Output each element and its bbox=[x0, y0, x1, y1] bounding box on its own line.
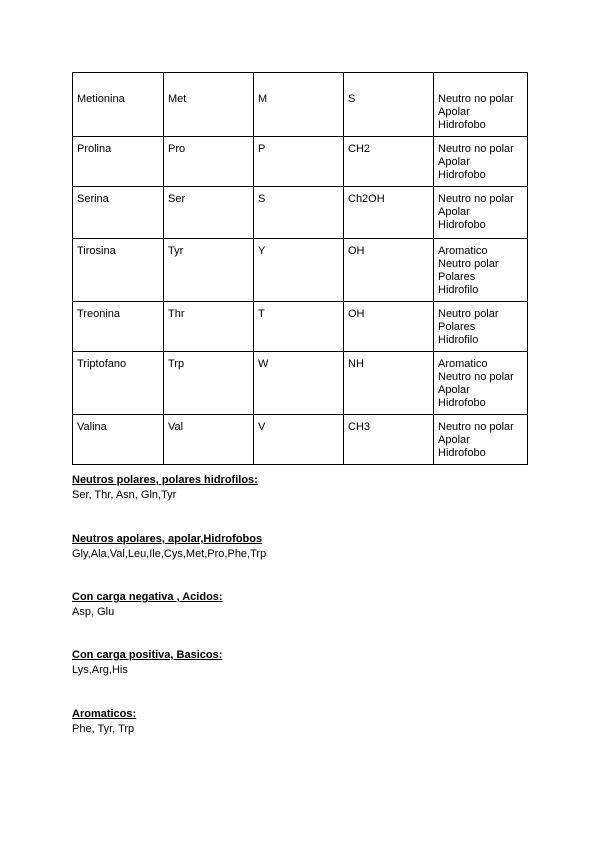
group-neutral-polar bbox=[72, 474, 258, 502]
amino-name-cell: Metionina bbox=[73, 73, 164, 137]
table-row bbox=[73, 302, 528, 352]
group-positive-basic bbox=[72, 649, 222, 677]
property-line: Hidrofilo bbox=[438, 284, 479, 296]
one-letter-code-cell: Y bbox=[254, 239, 344, 302]
property-line: Hidrofobo bbox=[438, 119, 486, 131]
property-line: Neutro polar bbox=[438, 308, 499, 320]
property-line: Hidrofobo bbox=[438, 219, 486, 231]
properties-cell bbox=[434, 415, 528, 465]
property-line: Neutro no polar bbox=[438, 143, 514, 155]
group-negative-acidic bbox=[72, 591, 223, 619]
property-line: Apolar bbox=[438, 106, 470, 118]
property-line: Hidrofobo bbox=[438, 447, 486, 459]
amino-name-cell: Tirosina bbox=[73, 239, 164, 302]
property-line: Neutro polar bbox=[438, 258, 499, 270]
properties-cell bbox=[434, 302, 528, 352]
group-members: Ser, Thr, Asn, Gln,Tyr bbox=[72, 489, 177, 501]
three-letter-code-cell: Pro bbox=[164, 137, 254, 187]
properties-cell bbox=[434, 73, 528, 137]
property-line: Aromatico bbox=[438, 358, 488, 370]
side-group-cell: OH bbox=[344, 239, 434, 302]
three-letter-code-cell: Met bbox=[164, 73, 254, 137]
amino-name-cell: Valina bbox=[73, 415, 164, 465]
table-row bbox=[73, 137, 528, 187]
properties-cell bbox=[434, 239, 528, 302]
property-line: Polares bbox=[438, 321, 476, 333]
group-heading: Con carga negativa , Acidos: bbox=[72, 591, 223, 603]
table-row bbox=[73, 187, 528, 239]
side-group-cell: CH3 bbox=[344, 415, 434, 465]
property-line: Apolar bbox=[438, 206, 470, 218]
three-letter-code-cell: Ser bbox=[164, 187, 254, 239]
property-line: Neutro no polar bbox=[438, 93, 514, 105]
amino-name-cell: Treonina bbox=[73, 302, 164, 352]
property-line: Apolar bbox=[438, 156, 470, 168]
property-line: Neutro no polar bbox=[438, 371, 514, 383]
property-line: Aromatico bbox=[438, 245, 488, 257]
amino-name-cell: Triptofano bbox=[73, 352, 164, 415]
property-line: Apolar bbox=[438, 384, 470, 396]
side-group-cell: CH2 bbox=[344, 137, 434, 187]
property-line: Polares bbox=[438, 271, 476, 283]
side-group-cell: S bbox=[344, 73, 434, 137]
three-letter-code-cell: Trp bbox=[164, 352, 254, 415]
properties-cell bbox=[434, 187, 528, 239]
group-heading: Neutros apolares, apolar,Hidrofobos bbox=[72, 533, 263, 545]
one-letter-code-cell: M bbox=[254, 73, 344, 137]
amino-acid-table bbox=[72, 72, 528, 465]
one-letter-code-cell: V bbox=[254, 415, 344, 465]
three-letter-code-cell: Val bbox=[164, 415, 254, 465]
property-line: Hidrofilo bbox=[438, 334, 479, 346]
amino-name-cell: Serina bbox=[73, 187, 164, 239]
table-row bbox=[73, 352, 528, 415]
group-members: Gly,Ala,Val,Leu,Ile,Cys,Met,Pro,Phe,Trp bbox=[72, 548, 267, 560]
group-heading: Con carga positiva, Basicos: bbox=[72, 649, 223, 661]
property-line: Hidrofobo bbox=[438, 169, 486, 181]
side-group-cell: Ch2OH bbox=[344, 187, 434, 239]
three-letter-code-cell: Tyr bbox=[164, 239, 254, 302]
group-heading: Aromaticos: bbox=[72, 708, 137, 720]
one-letter-code-cell: S bbox=[254, 187, 344, 239]
property-line: Neutro no polar bbox=[438, 421, 514, 433]
one-letter-code-cell: T bbox=[254, 302, 344, 352]
three-letter-code-cell: Thr bbox=[164, 302, 254, 352]
properties-cell bbox=[434, 137, 528, 187]
one-letter-code-cell: P bbox=[254, 137, 344, 187]
group-members: Lys,Arg,His bbox=[72, 664, 128, 676]
group-members: Phe, Tyr, Trp bbox=[72, 723, 135, 735]
table-row bbox=[73, 415, 528, 465]
table-row bbox=[73, 239, 528, 302]
property-line: Apolar bbox=[438, 434, 470, 446]
side-group-cell: NH bbox=[344, 352, 434, 415]
side-group-cell: OH bbox=[344, 302, 434, 352]
property-line: Neutro no polar bbox=[438, 193, 514, 205]
property-line: Hidrofobo bbox=[438, 397, 486, 409]
properties-cell bbox=[434, 352, 528, 415]
one-letter-code-cell: W bbox=[254, 352, 344, 415]
group-heading: Neutros polares, polares hidrofilos: bbox=[72, 474, 258, 486]
amino-name-cell: Prolina bbox=[73, 137, 164, 187]
group-neutral-apolar bbox=[72, 533, 266, 561]
group-members: Asp, Glu bbox=[72, 606, 115, 618]
table-row bbox=[73, 73, 528, 137]
group-aromatic bbox=[72, 708, 136, 736]
